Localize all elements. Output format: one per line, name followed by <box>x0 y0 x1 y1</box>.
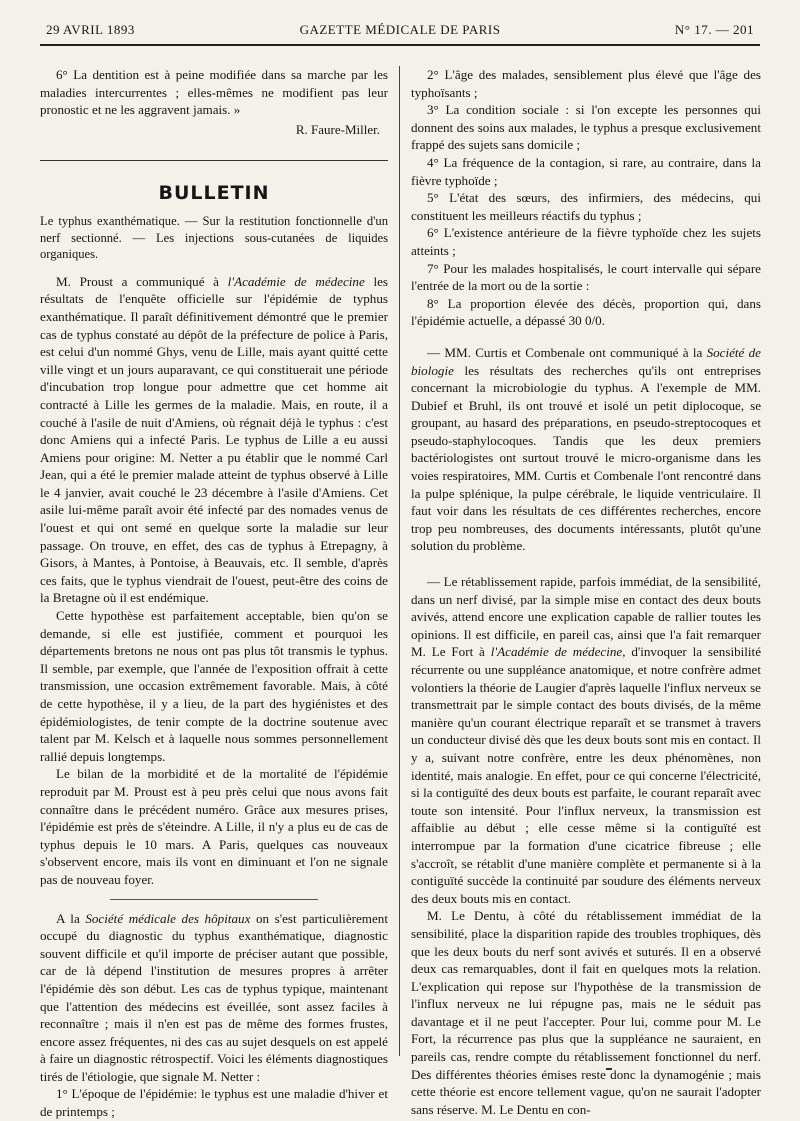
text-span: A la <box>56 910 86 926</box>
page-mark <box>606 1068 612 1070</box>
society-name: Société médicale des hôpitaux <box>85 910 251 926</box>
paragraph-separator <box>110 899 319 900</box>
text-span: , d'invoquer la sensibilité récurrente ou une suppléance anatomique, et notre confrère admet volontiers la théorie de Laugier d'après laquelle l'influx nerveux se transmettrait par le simple contact des bouts divisés, de la même manière qu'un courant électrique reparaît et se transmet à travers un conducteur divisé dès que les deux bouts sont mis en contact. Il y a, suivant notre confrère, entre les deux phénomènes, non identité, mais analogie. En effet, pour ce qui concerne l'électricité, si la contiguïté des deux bouts est parfaite, le courant reparaît avec toute son intensité. Pour l'influx nerveux, la transmission est affaiblie au début ; elle cesse même si la contiguïté est interrompue par la formation d'une cicatrice fibreuse ; elle s'accroît, se rétablit d'une manière complète et permanente si à la contiguïté succède la continuité par soudure des éléments nerveux des deux bouts mis en contact. <box>411 644 762 906</box>
column-divider <box>399 66 400 1056</box>
text-span: M. Proust a communiqué à <box>56 273 228 289</box>
author-signature: R. Faure-Miller. <box>295 121 380 137</box>
closing-paragraph: 6° La dentition est à peine modifiée dans sa marche par les maladies intercurrentes ; elles-mêmes ne modifient pas leur pronostic et ne les aggravent jamais. » <box>40 67 388 118</box>
issue-date: 29 AVRIL 1893 <box>46 22 135 37</box>
paragraph-le-dentu: M. Le Dentu, à côté du rétablissement immédiat de la sensibilité, place la disparition rapide des troubles trophiques, dès que les deux bouts du nerf sont avivés et suturés. Il en a observé deux cas remarquables, dont il fait en quelques mots la relation. L'explication qui repose sur l'hypothèse de la transmission de l'influx nerveux ne lui répugne pas, mais ne le séduit pas davantage et il ne peut l'accepter. Pour lui, comme pour M. Le Fort, la récurrence pas plus que la suppléance ne sauraient, en pareils cas, rendre compte du rétablissement fonctionnel du nerf. Des différentes théories émises reste donc la dynamogénie ; mais cette théorie est encore tellement vague, qu'on ne saurait l'adopter sans réserve. M. Le Dentu en con- <box>411 908 761 1117</box>
paragraph-biologie <box>411 344 761 555</box>
text-span: — MM. Curtis et Combenale ont communiqué à la <box>427 344 707 360</box>
list-item: 5° L'état des sœurs, des infirmiers, des médecins, qui constituent les meilleurs réactifs du typhus ; <box>411 190 761 223</box>
academy-name: l'Académie de médecine <box>490 644 623 660</box>
list-item: 1° L'époque de l'épidémie: le typhus est une maladie d'hiver et de printemps ; <box>40 1086 388 1120</box>
text-span: — Le rétablissement rapide, parfois immédiat, de la sensibilité, dans un nerf divisé, par la simple mise en contact des deux bouts avivés, attend encore une explication capable de rallier toutes les opinions. Il est difficile, en pareil cas, ainsi que l'a fait remarquer M. Le Fort à <box>411 574 761 660</box>
paragraph-societe <box>40 910 388 1086</box>
section-title: BULLETIN <box>158 182 270 205</box>
paragraph-nerf <box>411 573 761 907</box>
text-span: les résultats des recherches qu'ils ont entreprises concernant la microbiologie du typhus. A l'exemple de MM. Dubief et Bruhl, ils ont trouvé et isolé un petit diplocoque, se groupant, au hasard des préparations, en pseudo-streptocoques et pseudo-staphylocoques. Tandis que les deux premiers bactériologistes ont surtout trouvé le micro-organisme dans les voies respiratoires, MM. Curtis et Combenale l'ont rencontré dans la pulpe splénique, la pulpe cérébrale, le liquide ventriculaire. Il faut voir dans les résultats de ces différentes recherches, encore trop peu nombreuses, des documents intéressants, plutôt qu'une solution du problème. <box>411 362 761 554</box>
text-span: on s'est particulièrement occupé du diagnostic du typhus exanthématique, diagnostic souvent difficile et qu'il importe de préciser autant que possible, car de là dépend l'institution de mesures propres à arrêter l'épidémie dès son début. Les cas de typhus typique, maintenant que l'attention des médecins est éveillée, sont assez faciles à reconnaître ; mais il n'en est pas de même des formes frustes, encore assez fréquentes, ni des cas au sujet desquels on est appelé à faire un diagnostic rétrospectif. Voici les éléments diagnostiques tirés de l'étiologie, que signale M. Netter : <box>40 910 388 1084</box>
section-summary: Le typhus exanthématique. — Sur la restitution fonctionnelle d'un nerf sectionné. — Les injections sous-cutanées de liquides organiques. <box>40 213 388 262</box>
list-item: 6° L'existence antérieure de la fièvre typhoïde chez les sujets atteints ; <box>411 225 761 258</box>
right-column <box>411 66 761 1118</box>
list-item: 3° La condition sociale : si l'on excepte les personnes qui donnent des soins aux malades, le typhus a presque exclusivement frappé des sujets sans domicile ; <box>411 102 761 153</box>
issue-number: N° 17. — 201 <box>674 22 754 37</box>
header-rule <box>40 44 760 46</box>
paragraph-proust <box>40 273 388 607</box>
left-column <box>40 66 388 1121</box>
paragraph-hypothesis: Cette hypothèse est parfaitement acceptable, bien qu'on se demande, si elle est justifiée, comment et pourquoi les départements bretons ne nous ont pas plus tôt transmis le typhus. Il semble, par exemple, que l'année de l'exposition offrait à cette transmission, une occasion extrêmement favorable. Mais, à côté de cette hypothèse, il y a lieu, de la part des hygiénistes et des épidémiologistes, de tenir compte de la doctrine soutenue avec talent par M. Kelsch et à laquelle nous sommes personnellement rallié depuis longtemps. <box>40 608 388 764</box>
list-item: 2° L'âge des malades, sensiblement plus élevé que l'âge des typhoïsants ; <box>411 67 761 100</box>
journal-title: GAZETTE MÉDICALE DE PARIS <box>299 22 501 37</box>
text-span: les résultats de l'enquête officielle sur l'épidémie de typhus exanthématique. Il paraît définitivement démontré que le premier cas de typhus constaté au dépôt de la préfecture de police à Paris, est celui d'un nommé Ghys, venu de Lille, mais ayant quitté cette ville vingt et un jours auparavant, ce qui constituerait une période d'incubation trop longue pour admettre que cet homme ait contracté à Lille les germes de la maladie. Mais, en route, il a couché à l'asile de nuit d'Amiens, où régnait déjà le typhus : c'est donc Amiens qui a infecté Paris. Le typhus de Lille a eu aussi Amiens pour origine: M. Netter a pu établir que le nommé Carl Jean, qui a été le premier malade atteint de typhus observé à Lille le 4 janvier, avait couché le 23 décembre à l'asile d'Amiens. Cet asile lui-même paraît avoir été infecté par des nomades venus de l'ouest et qui ont semé en quelque sorte la maladie sur leur passage. On trouve, en effet, des cas de typhus à Etrepagny, à Gisors, à Mantes, à Pontoise, à Beauvais, etc. Il semble, d'après ces faits, que le typhus viendrait de l'ouest, peut-être des coins de la Bretagne où il est endémique. <box>40 273 388 606</box>
society-name: Société de biologie <box>411 344 761 378</box>
academy-name: l'Académie de médecine <box>227 273 365 289</box>
section-rule <box>40 160 388 161</box>
list-item: 7° Pour les malades hospitalisés, le court intervalle qui sépare l'entrée de la mort ou de la sortie : <box>411 260 761 294</box>
page-header <box>40 22 760 42</box>
paragraph-bilan: Le bilan de la morbidité et de la mortalité de l'épidémie reproduit par M. Proust est à peu près celui que nous avons fait connaître dans le précédent numéro. Grâce aux mesures prises, l'épidémie est près de s'éteindre. A Lille, il n'y a plus eu de cas de typhus depuis le 10 mars. A Paris, quelques cas nouveaux s'observent encore, mais ils vont en diminuant et l'on ne signale pas de nouveau foyer. <box>40 766 388 887</box>
list-item: 8° La proportion élevée des décès, proportion qui, dans l'épidémie actuelle, a dépassé 30 0/0. <box>411 295 761 329</box>
list-item: 4° La fréquence de la contagion, si rare, au contraire, dans la fièvre typhoïde ; <box>411 154 761 188</box>
